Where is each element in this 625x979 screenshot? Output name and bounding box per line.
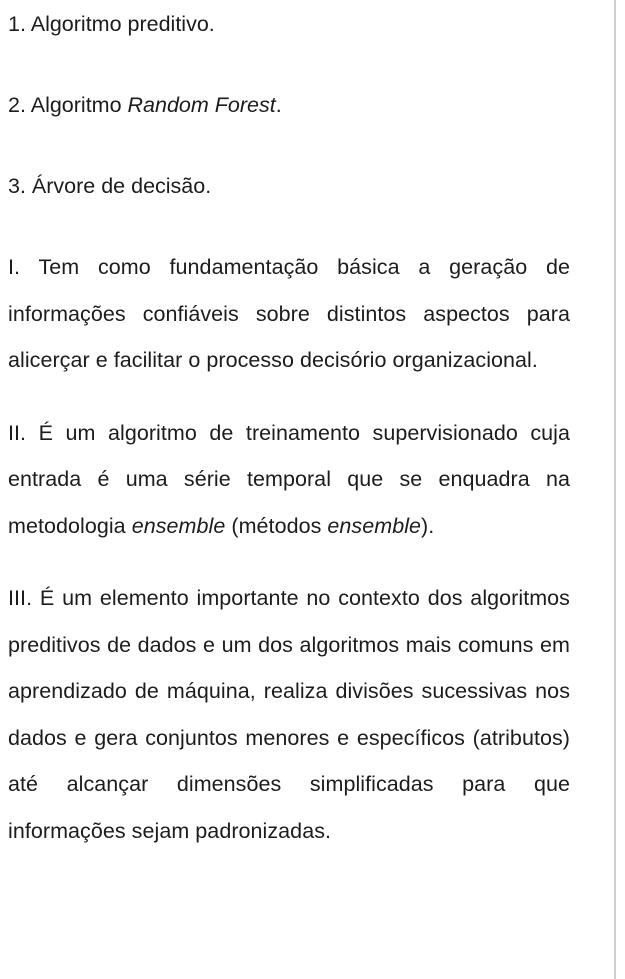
item-number: 1. bbox=[8, 12, 26, 36]
statement-text: Tem como fundamentação básica a geração de informações confiáveis sobre distintos aspectos para alicerçar e facilitar o processo decisório organizacional. bbox=[8, 255, 570, 372]
statement-numeral: II. bbox=[8, 420, 27, 445]
statement-text: É um algoritmo de treinamento supervisionado cuja entrada é uma série temporal que se enquadra na metodologia bbox=[8, 420, 571, 538]
statement-text: É um elemento importante no contexto dos algoritmos preditivos de dados e um dos algoritmos mais comuns em aprendizado de máquina, realiza divisões sucessivas nos dados e gera conjuntos menores e específicos (atributos) até alcançar dimensões simplificadas para que informações sejam padronizadas. bbox=[8, 586, 570, 843]
statements-list bbox=[8, 244, 570, 854]
numbered-list bbox=[8, 1, 570, 209]
statement-ii bbox=[8, 410, 570, 550]
statement-numeral: III. bbox=[8, 586, 33, 610]
statement-text-middle: (métodos bbox=[225, 513, 328, 538]
item-text: Árvore de decisão. bbox=[31, 174, 212, 198]
statement-text-italic: ensemble bbox=[131, 513, 226, 538]
item-text-italic: Random Forest bbox=[127, 93, 276, 117]
item-number: 3. bbox=[8, 174, 26, 198]
item-text-suffix: . bbox=[275, 93, 282, 117]
item-number: 2. bbox=[8, 93, 26, 117]
list-item-2 bbox=[8, 82, 570, 128]
item-text: Algoritmo preditivo. bbox=[30, 12, 215, 36]
list-item-1 bbox=[8, 1, 570, 47]
page-edge-divider bbox=[614, 0, 616, 979]
statement-text-italic-2: ensemble bbox=[327, 513, 422, 538]
item-text: Algoritmo bbox=[30, 93, 128, 117]
statement-numeral: I. bbox=[8, 255, 21, 279]
statement-i bbox=[8, 244, 570, 384]
statement-text-suffix: ). bbox=[421, 513, 435, 538]
list-item-3 bbox=[8, 163, 570, 209]
statement-iii bbox=[8, 575, 570, 854]
